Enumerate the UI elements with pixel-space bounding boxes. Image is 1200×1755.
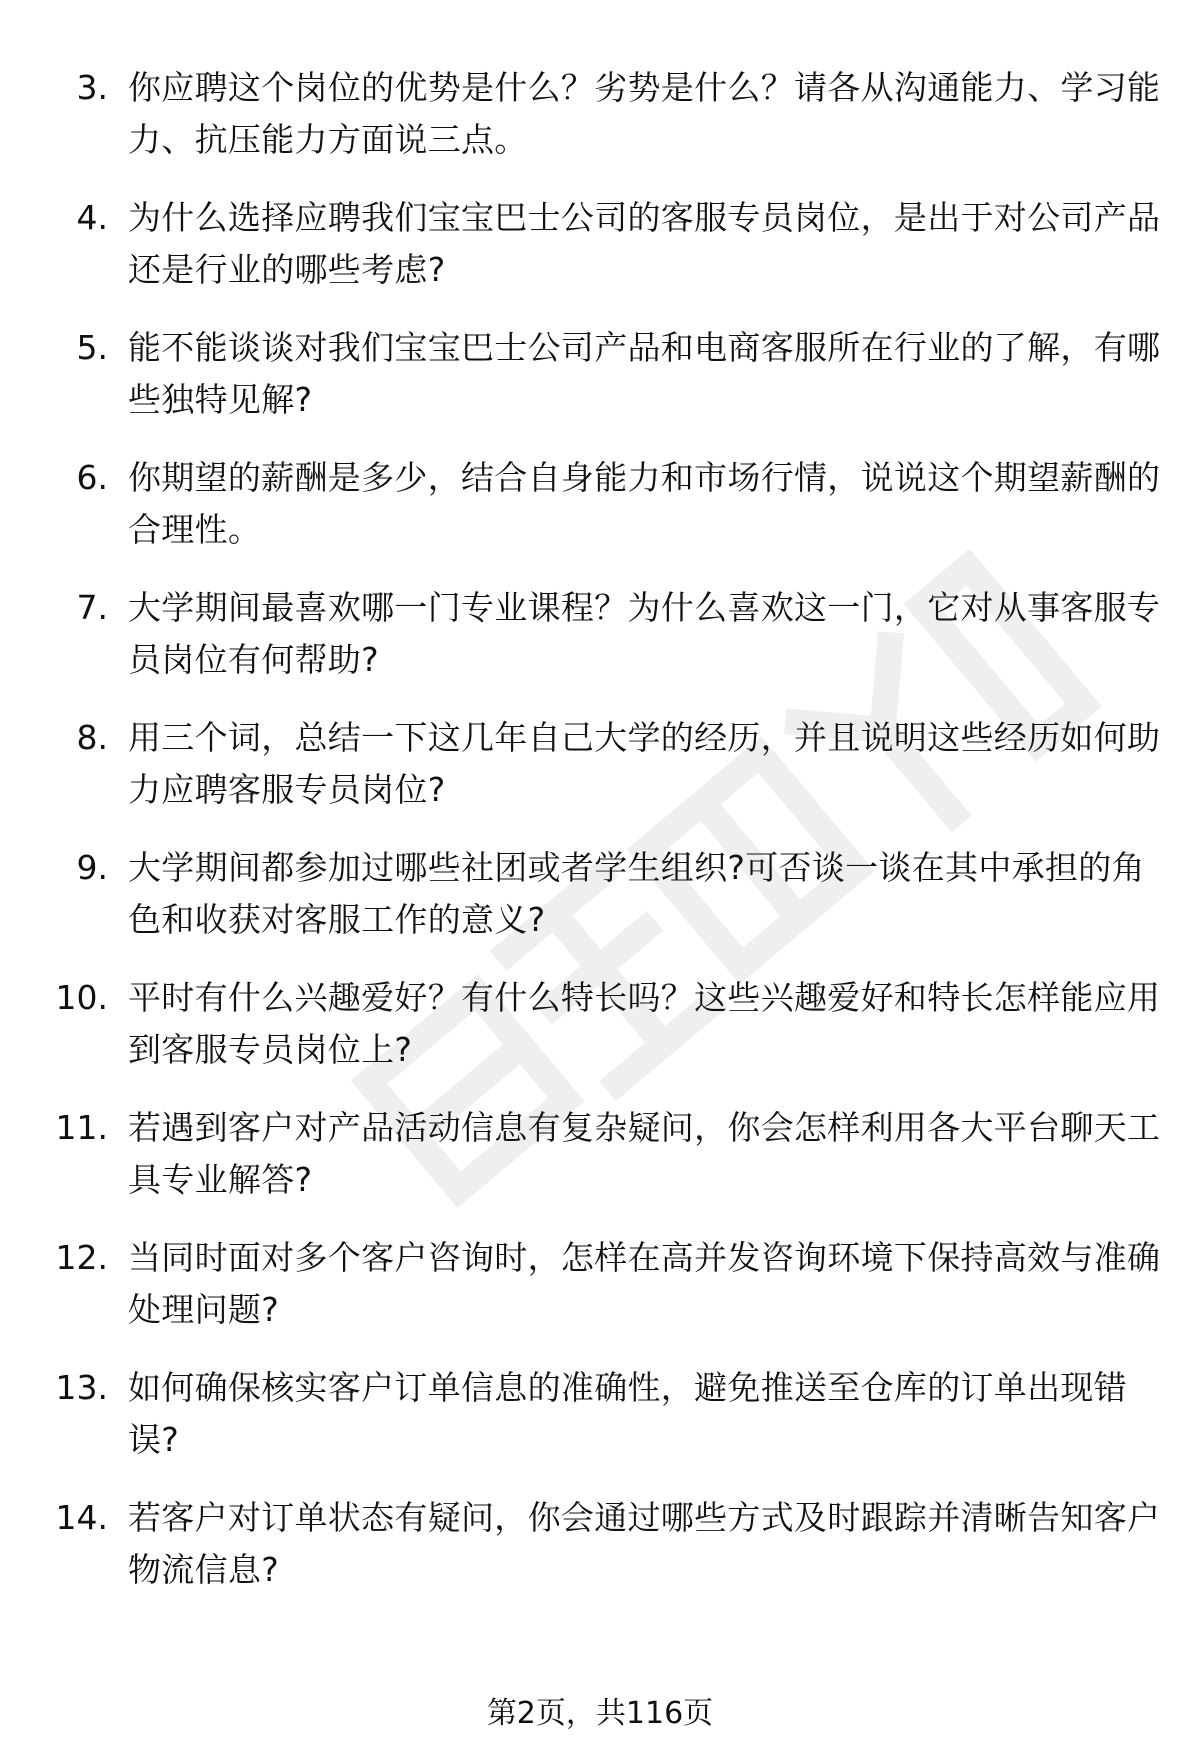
question-item [0,1362,1200,1492]
question-number: 14. [55,1498,108,1537]
question-item [0,1492,1200,1622]
question-item [0,972,1200,1102]
question-item [0,842,1200,972]
question-item [0,1232,1200,1362]
question-text: 你应聘这个岗位的优势是什么？劣势是什么？请各从沟通能力、学习能力、抗压能力方面说三点。 [128,68,1161,159]
question-list [0,62,1200,1622]
question-item [0,192,1200,322]
question-number: 3. [76,68,108,107]
question-item [0,1102,1200,1232]
question-number: 10. [55,978,108,1017]
question-number: 5. [76,328,108,367]
question-text: 用三个词，总结一下这几年自己大学的经历，并且说明这些经历如何助力应聘客服专员岗位? [128,718,1161,809]
question-item [0,452,1200,582]
question-text: 如何确保核实客户订单信息的准确性，避免推送至仓库的订单出现错误? [128,1368,1127,1459]
question-text: 为什么选择应聘我们宝宝巴士公司的客服专员岗位，是出于对公司产品还是行业的哪些考虑? [128,198,1161,289]
question-number: 7. [76,588,108,627]
question-text: 你期望的薪酬是多少，结合自身能力和市场行情，说说这个期望薪酬的合理性。 [128,458,1161,549]
question-item [0,322,1200,452]
page-footer: 第2页，共116页 [486,1696,714,1731]
question-number: 9. [76,848,108,887]
question-number: 11. [55,1108,108,1147]
question-text: 当同时面对多个客户咨询时，怎样在高并发咨询环境下保持高效与准确处理问题? [128,1238,1161,1329]
question-text: 能不能谈谈对我们宝宝巴士公司产品和电商客服所在行业的了解，有哪些独特见解? [128,328,1161,419]
question-text: 若遇到客户对产品活动信息有复杂疑问，你会怎样利用各大平台聊天工具专业解答? [128,1108,1161,1199]
question-item [0,62,1200,192]
question-text: 若客户对订单状态有疑问，你会通过哪些方式及时跟踪并清晰告知客户物流信息? [128,1498,1161,1589]
question-number: 12. [55,1238,108,1277]
question-item [0,582,1200,712]
question-text: 平时有什么兴趣爱好？有什么特长吗？这些兴趣爱好和特长怎样能应用到客服专员岗位上? [128,978,1161,1069]
question-number: 13. [55,1368,108,1407]
question-number: 6. [76,458,108,497]
question-text: 大学期间都参加过哪些社团或者学生组织?可否谈一谈在其中承担的角色和收获对客服工作的意义? [128,848,1145,939]
question-number: 4. [76,198,108,237]
question-text: 大学期间最喜欢哪一门专业课程？为什么喜欢这一门，它对从事客服专员岗位有何帮助? [128,588,1161,679]
question-number: 8. [76,718,108,757]
question-item [0,712,1200,842]
